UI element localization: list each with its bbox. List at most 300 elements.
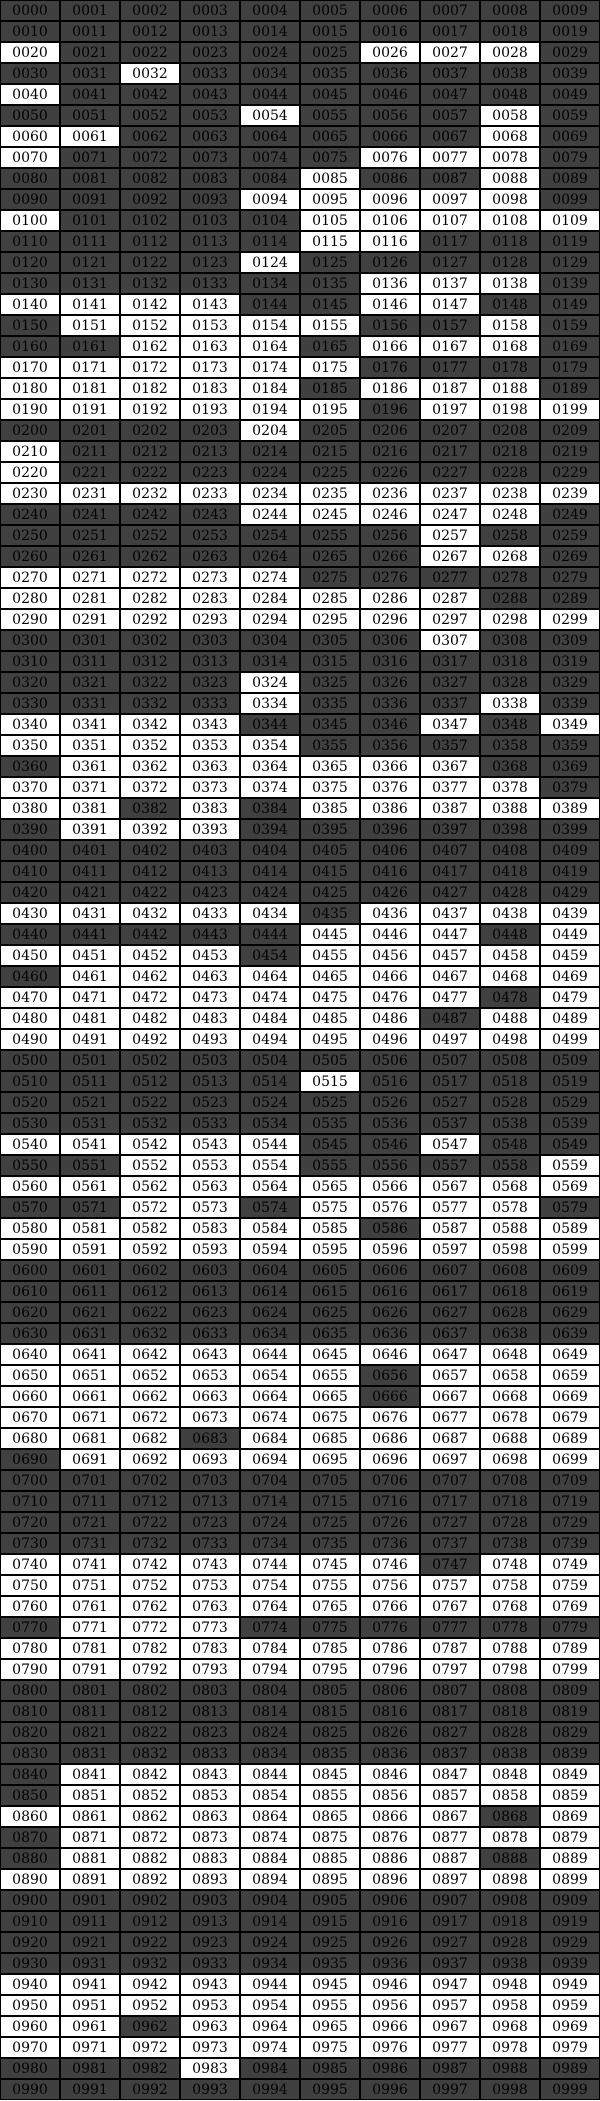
number-cell-0153[interactable]: 0153	[180, 315, 240, 336]
number-cell-0457[interactable]: 0457	[420, 945, 480, 966]
number-cell-0889[interactable]: 0889	[540, 1848, 600, 1869]
number-cell-0333[interactable]: 0333	[180, 693, 240, 714]
number-cell-0396[interactable]: 0396	[360, 819, 420, 840]
number-cell-0170[interactable]: 0170	[0, 357, 60, 378]
number-cell-0664[interactable]: 0664	[240, 1386, 300, 1407]
number-cell-0209[interactable]: 0209	[540, 420, 600, 441]
number-cell-0846[interactable]: 0846	[360, 1764, 420, 1785]
number-cell-0161[interactable]: 0161	[60, 336, 120, 357]
number-cell-0436[interactable]: 0436	[360, 903, 420, 924]
number-cell-0003[interactable]: 0003	[180, 0, 240, 21]
number-cell-0796[interactable]: 0796	[360, 1659, 420, 1680]
number-cell-0256[interactable]: 0256	[360, 525, 420, 546]
number-cell-0651[interactable]: 0651	[60, 1365, 120, 1386]
number-cell-0368[interactable]: 0368	[480, 756, 540, 777]
number-cell-0983[interactable]: 0983	[180, 2058, 240, 2079]
number-cell-0918[interactable]: 0918	[480, 1911, 540, 1932]
number-cell-0828[interactable]: 0828	[480, 1722, 540, 1743]
number-cell-0028[interactable]: 0028	[480, 42, 540, 63]
number-cell-0432[interactable]: 0432	[120, 903, 180, 924]
number-cell-0528[interactable]: 0528	[480, 1092, 540, 1113]
number-cell-0415[interactable]: 0415	[300, 861, 360, 882]
number-cell-0064[interactable]: 0064	[240, 126, 300, 147]
number-cell-0925[interactable]: 0925	[300, 1932, 360, 1953]
number-cell-0809[interactable]: 0809	[540, 1680, 600, 1701]
number-cell-0126[interactable]: 0126	[360, 252, 420, 273]
number-cell-0656[interactable]: 0656	[360, 1365, 420, 1386]
number-cell-0891[interactable]: 0891	[60, 1869, 120, 1890]
number-cell-0380[interactable]: 0380	[0, 798, 60, 819]
number-cell-0979[interactable]: 0979	[540, 2037, 600, 2058]
number-cell-0253[interactable]: 0253	[180, 525, 240, 546]
number-cell-0379[interactable]: 0379	[540, 777, 600, 798]
number-cell-0551[interactable]: 0551	[60, 1155, 120, 1176]
number-cell-0666[interactable]: 0666	[360, 1386, 420, 1407]
number-cell-0771[interactable]: 0771	[60, 1617, 120, 1638]
number-cell-0562[interactable]: 0562	[120, 1176, 180, 1197]
number-cell-0924[interactable]: 0924	[240, 1932, 300, 1953]
number-cell-0159[interactable]: 0159	[540, 315, 600, 336]
number-cell-0780[interactable]: 0780	[0, 1638, 60, 1659]
number-cell-0065[interactable]: 0065	[300, 126, 360, 147]
number-cell-0916[interactable]: 0916	[360, 1911, 420, 1932]
number-cell-0904[interactable]: 0904	[240, 1890, 300, 1911]
number-cell-0724[interactable]: 0724	[240, 1512, 300, 1533]
number-cell-0536[interactable]: 0536	[360, 1113, 420, 1134]
number-cell-0476[interactable]: 0476	[360, 987, 420, 1008]
number-cell-0422[interactable]: 0422	[120, 882, 180, 903]
number-cell-0382[interactable]: 0382	[120, 798, 180, 819]
number-cell-0650[interactable]: 0650	[0, 1365, 60, 1386]
number-cell-0561[interactable]: 0561	[60, 1176, 120, 1197]
number-cell-0841[interactable]: 0841	[60, 1764, 120, 1785]
number-cell-0314[interactable]: 0314	[240, 651, 300, 672]
number-cell-0257[interactable]: 0257	[420, 525, 480, 546]
number-cell-0266[interactable]: 0266	[360, 546, 420, 567]
number-cell-0374[interactable]: 0374	[240, 777, 300, 798]
number-cell-0867[interactable]: 0867	[420, 1806, 480, 1827]
number-cell-0141[interactable]: 0141	[60, 294, 120, 315]
number-cell-0833[interactable]: 0833	[180, 1743, 240, 1764]
number-cell-0322[interactable]: 0322	[120, 672, 180, 693]
number-cell-0591[interactable]: 0591	[60, 1239, 120, 1260]
number-cell-0770[interactable]: 0770	[0, 1617, 60, 1638]
number-cell-0426[interactable]: 0426	[360, 882, 420, 903]
number-cell-0754[interactable]: 0754	[240, 1575, 300, 1596]
number-cell-0622[interactable]: 0622	[120, 1302, 180, 1323]
number-cell-0248[interactable]: 0248	[480, 504, 540, 525]
number-cell-0234[interactable]: 0234	[240, 483, 300, 504]
number-cell-0077[interactable]: 0077	[420, 147, 480, 168]
number-cell-0133[interactable]: 0133	[180, 273, 240, 294]
number-cell-0643[interactable]: 0643	[180, 1344, 240, 1365]
number-cell-0486[interactable]: 0486	[360, 1008, 420, 1029]
number-cell-0533[interactable]: 0533	[180, 1113, 240, 1134]
number-cell-0299[interactable]: 0299	[540, 609, 600, 630]
number-cell-0869[interactable]: 0869	[540, 1806, 600, 1827]
number-cell-0465[interactable]: 0465	[300, 966, 360, 987]
number-cell-0489[interactable]: 0489	[540, 1008, 600, 1029]
number-cell-0216[interactable]: 0216	[360, 441, 420, 462]
number-cell-0703[interactable]: 0703	[180, 1470, 240, 1491]
number-cell-0024[interactable]: 0024	[240, 42, 300, 63]
number-cell-0893[interactable]: 0893	[180, 1869, 240, 1890]
number-cell-0434[interactable]: 0434	[240, 903, 300, 924]
number-cell-0102[interactable]: 0102	[120, 210, 180, 231]
number-cell-0231[interactable]: 0231	[60, 483, 120, 504]
number-cell-0740[interactable]: 0740	[0, 1554, 60, 1575]
number-cell-0618[interactable]: 0618	[480, 1281, 540, 1302]
number-cell-0923[interactable]: 0923	[180, 1932, 240, 1953]
number-cell-0950[interactable]: 0950	[0, 1995, 60, 2016]
number-cell-0868[interactable]: 0868	[480, 1806, 540, 1827]
number-cell-0787[interactable]: 0787	[420, 1638, 480, 1659]
number-cell-0894[interactable]: 0894	[240, 1869, 300, 1890]
number-cell-0537[interactable]: 0537	[420, 1113, 480, 1134]
number-cell-0473[interactable]: 0473	[180, 987, 240, 1008]
number-cell-0737[interactable]: 0737	[420, 1533, 480, 1554]
number-cell-0556[interactable]: 0556	[360, 1155, 420, 1176]
number-cell-0014[interactable]: 0014	[240, 21, 300, 42]
number-cell-0645[interactable]: 0645	[300, 1344, 360, 1365]
number-cell-0757[interactable]: 0757	[420, 1575, 480, 1596]
number-cell-0483[interactable]: 0483	[180, 1008, 240, 1029]
number-cell-0107[interactable]: 0107	[420, 210, 480, 231]
number-cell-0461[interactable]: 0461	[60, 966, 120, 987]
number-cell-0992[interactable]: 0992	[120, 2079, 180, 2100]
number-cell-0111[interactable]: 0111	[60, 231, 120, 252]
number-cell-0667[interactable]: 0667	[420, 1386, 480, 1407]
number-cell-0177[interactable]: 0177	[420, 357, 480, 378]
number-cell-0682[interactable]: 0682	[120, 1428, 180, 1449]
number-cell-0912[interactable]: 0912	[120, 1911, 180, 1932]
number-cell-0942[interactable]: 0942	[120, 1974, 180, 1995]
number-cell-0817[interactable]: 0817	[420, 1701, 480, 1722]
number-cell-0244[interactable]: 0244	[240, 504, 300, 525]
number-cell-0346[interactable]: 0346	[360, 714, 420, 735]
number-cell-0680[interactable]: 0680	[0, 1428, 60, 1449]
number-cell-0540[interactable]: 0540	[0, 1134, 60, 1155]
number-cell-0162[interactable]: 0162	[120, 336, 180, 357]
number-cell-0627[interactable]: 0627	[420, 1302, 480, 1323]
number-cell-0783[interactable]: 0783	[180, 1638, 240, 1659]
number-cell-0001[interactable]: 0001	[60, 0, 120, 21]
number-cell-0669[interactable]: 0669	[540, 1386, 600, 1407]
number-cell-0670[interactable]: 0670	[0, 1407, 60, 1428]
number-cell-0242[interactable]: 0242	[120, 504, 180, 525]
number-cell-0144[interactable]: 0144	[240, 294, 300, 315]
number-cell-0956[interactable]: 0956	[360, 1995, 420, 2016]
number-cell-0208[interactable]: 0208	[480, 420, 540, 441]
number-cell-0764[interactable]: 0764	[240, 1596, 300, 1617]
number-cell-0672[interactable]: 0672	[120, 1407, 180, 1428]
number-cell-0804[interactable]: 0804	[240, 1680, 300, 1701]
number-cell-0357[interactable]: 0357	[420, 735, 480, 756]
number-cell-0002[interactable]: 0002	[120, 0, 180, 21]
number-cell-0835[interactable]: 0835	[300, 1743, 360, 1764]
number-cell-0285[interactable]: 0285	[300, 588, 360, 609]
number-cell-0901[interactable]: 0901	[60, 1890, 120, 1911]
number-cell-0272[interactable]: 0272	[120, 567, 180, 588]
number-cell-0503[interactable]: 0503	[180, 1050, 240, 1071]
number-cell-0166[interactable]: 0166	[360, 336, 420, 357]
number-cell-0040[interactable]: 0040	[0, 84, 60, 105]
number-cell-0709[interactable]: 0709	[540, 1470, 600, 1491]
number-cell-0191[interactable]: 0191	[60, 399, 120, 420]
number-cell-0362[interactable]: 0362	[120, 756, 180, 777]
number-cell-0677[interactable]: 0677	[420, 1407, 480, 1428]
number-cell-0917[interactable]: 0917	[420, 1911, 480, 1932]
number-cell-0965[interactable]: 0965	[300, 2016, 360, 2037]
number-cell-0484[interactable]: 0484	[240, 1008, 300, 1029]
number-cell-0054[interactable]: 0054	[240, 105, 300, 126]
number-cell-0856[interactable]: 0856	[360, 1785, 420, 1806]
number-cell-0745[interactable]: 0745	[300, 1554, 360, 1575]
number-cell-0116[interactable]: 0116	[360, 231, 420, 252]
number-cell-0008[interactable]: 0008	[480, 0, 540, 21]
number-cell-0683[interactable]: 0683	[180, 1428, 240, 1449]
number-cell-0693[interactable]: 0693	[180, 1449, 240, 1470]
number-cell-0168[interactable]: 0168	[480, 336, 540, 357]
number-cell-0559[interactable]: 0559	[540, 1155, 600, 1176]
number-cell-0395[interactable]: 0395	[300, 819, 360, 840]
number-cell-0082[interactable]: 0082	[120, 168, 180, 189]
number-cell-0508[interactable]: 0508	[480, 1050, 540, 1071]
number-cell-0287[interactable]: 0287	[420, 588, 480, 609]
number-cell-0544[interactable]: 0544	[240, 1134, 300, 1155]
number-cell-0290[interactable]: 0290	[0, 609, 60, 630]
number-cell-0879[interactable]: 0879	[540, 1827, 600, 1848]
number-cell-0505[interactable]: 0505	[300, 1050, 360, 1071]
number-cell-0453[interactable]: 0453	[180, 945, 240, 966]
number-cell-0975[interactable]: 0975	[300, 2037, 360, 2058]
number-cell-0342[interactable]: 0342	[120, 714, 180, 735]
number-cell-0172[interactable]: 0172	[120, 357, 180, 378]
number-cell-0512[interactable]: 0512	[120, 1071, 180, 1092]
number-cell-0832[interactable]: 0832	[120, 1743, 180, 1764]
number-cell-0609[interactable]: 0609	[540, 1260, 600, 1281]
number-cell-0041[interactable]: 0041	[60, 84, 120, 105]
number-cell-0375[interactable]: 0375	[300, 777, 360, 798]
number-cell-0300[interactable]: 0300	[0, 630, 60, 651]
number-cell-0730[interactable]: 0730	[0, 1533, 60, 1554]
number-cell-0414[interactable]: 0414	[240, 861, 300, 882]
number-cell-0258[interactable]: 0258	[480, 525, 540, 546]
number-cell-0237[interactable]: 0237	[420, 483, 480, 504]
number-cell-0397[interactable]: 0397	[420, 819, 480, 840]
number-cell-0057[interactable]: 0057	[420, 105, 480, 126]
number-cell-0881[interactable]: 0881	[60, 1848, 120, 1869]
number-cell-0959[interactable]: 0959	[540, 1995, 600, 2016]
number-cell-0855[interactable]: 0855	[300, 1785, 360, 1806]
number-cell-0634[interactable]: 0634	[240, 1323, 300, 1344]
number-cell-0892[interactable]: 0892	[120, 1869, 180, 1890]
number-cell-0010[interactable]: 0010	[0, 21, 60, 42]
number-cell-0753[interactable]: 0753	[180, 1575, 240, 1596]
number-cell-0702[interactable]: 0702	[120, 1470, 180, 1491]
number-cell-0638[interactable]: 0638	[480, 1323, 540, 1344]
number-cell-0121[interactable]: 0121	[60, 252, 120, 273]
number-cell-0096[interactable]: 0096	[360, 189, 420, 210]
number-cell-0428[interactable]: 0428	[480, 882, 540, 903]
number-cell-0945[interactable]: 0945	[300, 1974, 360, 1995]
number-cell-0339[interactable]: 0339	[540, 693, 600, 714]
number-cell-0125[interactable]: 0125	[300, 252, 360, 273]
number-cell-0291[interactable]: 0291	[60, 609, 120, 630]
number-cell-0786[interactable]: 0786	[360, 1638, 420, 1659]
number-cell-0281[interactable]: 0281	[60, 588, 120, 609]
number-cell-0998[interactable]: 0998	[480, 2079, 540, 2100]
number-cell-0625[interactable]: 0625	[300, 1302, 360, 1323]
number-cell-0431[interactable]: 0431	[60, 903, 120, 924]
number-cell-0968[interactable]: 0968	[480, 2016, 540, 2037]
number-cell-0481[interactable]: 0481	[60, 1008, 120, 1029]
number-cell-0160[interactable]: 0160	[0, 336, 60, 357]
number-cell-0895[interactable]: 0895	[300, 1869, 360, 1890]
number-cell-0532[interactable]: 0532	[120, 1113, 180, 1134]
number-cell-0013[interactable]: 0013	[180, 21, 240, 42]
number-cell-0171[interactable]: 0171	[60, 357, 120, 378]
number-cell-0827[interactable]: 0827	[420, 1722, 480, 1743]
number-cell-0051[interactable]: 0051	[60, 105, 120, 126]
number-cell-0844[interactable]: 0844	[240, 1764, 300, 1785]
number-cell-0755[interactable]: 0755	[300, 1575, 360, 1596]
number-cell-0459[interactable]: 0459	[540, 945, 600, 966]
number-cell-0423[interactable]: 0423	[180, 882, 240, 903]
number-cell-0412[interactable]: 0412	[120, 861, 180, 882]
number-cell-0199[interactable]: 0199	[540, 399, 600, 420]
number-cell-0661[interactable]: 0661	[60, 1386, 120, 1407]
number-cell-0572[interactable]: 0572	[120, 1197, 180, 1218]
number-cell-0156[interactable]: 0156	[360, 315, 420, 336]
number-cell-0079[interactable]: 0079	[540, 147, 600, 168]
number-cell-0120[interactable]: 0120	[0, 252, 60, 273]
number-cell-0951[interactable]: 0951	[60, 1995, 120, 2016]
number-cell-0325[interactable]: 0325	[300, 672, 360, 693]
number-cell-0137[interactable]: 0137	[420, 273, 480, 294]
number-cell-0588[interactable]: 0588	[480, 1218, 540, 1239]
number-cell-0961[interactable]: 0961	[60, 2016, 120, 2037]
number-cell-0214[interactable]: 0214	[240, 441, 300, 462]
number-cell-0000[interactable]: 0000	[0, 0, 60, 21]
number-cell-0781[interactable]: 0781	[60, 1638, 120, 1659]
number-cell-0581[interactable]: 0581	[60, 1218, 120, 1239]
number-cell-0327[interactable]: 0327	[420, 672, 480, 693]
number-cell-0061[interactable]: 0061	[60, 126, 120, 147]
number-cell-0941[interactable]: 0941	[60, 1974, 120, 1995]
number-cell-0201[interactable]: 0201	[60, 420, 120, 441]
number-cell-0091[interactable]: 0091	[60, 189, 120, 210]
number-cell-0403[interactable]: 0403	[180, 840, 240, 861]
number-cell-0969[interactable]: 0969	[540, 2016, 600, 2037]
number-cell-0564[interactable]: 0564	[240, 1176, 300, 1197]
number-cell-0419[interactable]: 0419	[540, 861, 600, 882]
number-cell-0364[interactable]: 0364	[240, 756, 300, 777]
number-cell-0971[interactable]: 0971	[60, 2037, 120, 2058]
number-cell-0117[interactable]: 0117	[420, 231, 480, 252]
number-cell-0259[interactable]: 0259	[540, 525, 600, 546]
number-cell-0046[interactable]: 0046	[360, 84, 420, 105]
number-cell-0228[interactable]: 0228	[480, 462, 540, 483]
number-cell-0145[interactable]: 0145	[300, 294, 360, 315]
number-cell-0083[interactable]: 0083	[180, 168, 240, 189]
number-cell-0075[interactable]: 0075	[300, 147, 360, 168]
number-cell-0360[interactable]: 0360	[0, 756, 60, 777]
number-cell-0769[interactable]: 0769	[540, 1596, 600, 1617]
number-cell-0393[interactable]: 0393	[180, 819, 240, 840]
number-cell-0022[interactable]: 0022	[120, 42, 180, 63]
number-cell-0288[interactable]: 0288	[480, 588, 540, 609]
number-cell-0167[interactable]: 0167	[420, 336, 480, 357]
number-cell-0858[interactable]: 0858	[480, 1785, 540, 1806]
number-cell-0284[interactable]: 0284	[240, 588, 300, 609]
number-cell-0857[interactable]: 0857	[420, 1785, 480, 1806]
number-cell-0521[interactable]: 0521	[60, 1092, 120, 1113]
number-cell-0021[interactable]: 0021	[60, 42, 120, 63]
number-cell-0531[interactable]: 0531	[60, 1113, 120, 1134]
number-cell-0240[interactable]: 0240	[0, 504, 60, 525]
number-cell-0034[interactable]: 0034	[240, 63, 300, 84]
number-cell-0973[interactable]: 0973	[180, 2037, 240, 2058]
number-cell-0560[interactable]: 0560	[0, 1176, 60, 1197]
number-cell-0269[interactable]: 0269	[540, 546, 600, 567]
number-cell-0635[interactable]: 0635	[300, 1323, 360, 1344]
number-cell-0710[interactable]: 0710	[0, 1491, 60, 1512]
number-cell-0292[interactable]: 0292	[120, 609, 180, 630]
number-cell-0818[interactable]: 0818	[480, 1701, 540, 1722]
number-cell-0649[interactable]: 0649	[540, 1344, 600, 1365]
number-cell-0446[interactable]: 0446	[360, 924, 420, 945]
number-cell-0407[interactable]: 0407	[420, 840, 480, 861]
number-cell-0254[interactable]: 0254	[240, 525, 300, 546]
number-cell-0733[interactable]: 0733	[180, 1533, 240, 1554]
number-cell-0886[interactable]: 0886	[360, 1848, 420, 1869]
number-cell-0631[interactable]: 0631	[60, 1323, 120, 1344]
number-cell-0761[interactable]: 0761	[60, 1596, 120, 1617]
number-cell-0279[interactable]: 0279	[540, 567, 600, 588]
number-cell-0127[interactable]: 0127	[420, 252, 480, 273]
number-cell-0163[interactable]: 0163	[180, 336, 240, 357]
number-cell-0630[interactable]: 0630	[0, 1323, 60, 1344]
number-cell-0129[interactable]: 0129	[540, 252, 600, 273]
number-cell-0464[interactable]: 0464	[240, 966, 300, 987]
number-cell-0114[interactable]: 0114	[240, 231, 300, 252]
number-cell-0053[interactable]: 0053	[180, 105, 240, 126]
number-cell-0529[interactable]: 0529	[540, 1092, 600, 1113]
number-cell-0654[interactable]: 0654	[240, 1365, 300, 1386]
number-cell-0012[interactable]: 0012	[120, 21, 180, 42]
number-cell-0788[interactable]: 0788	[480, 1638, 540, 1659]
number-cell-0193[interactable]: 0193	[180, 399, 240, 420]
number-cell-0348[interactable]: 0348	[480, 714, 540, 735]
number-cell-0675[interactable]: 0675	[300, 1407, 360, 1428]
number-cell-0224[interactable]: 0224	[240, 462, 300, 483]
number-cell-0335[interactable]: 0335	[300, 693, 360, 714]
number-cell-0999[interactable]: 0999	[540, 2079, 600, 2100]
number-cell-0332[interactable]: 0332	[120, 693, 180, 714]
number-cell-0807[interactable]: 0807	[420, 1680, 480, 1701]
number-cell-0221[interactable]: 0221	[60, 462, 120, 483]
number-cell-0834[interactable]: 0834	[240, 1743, 300, 1764]
number-cell-0806[interactable]: 0806	[360, 1680, 420, 1701]
number-cell-0509[interactable]: 0509	[540, 1050, 600, 1071]
number-cell-0648[interactable]: 0648	[480, 1344, 540, 1365]
number-cell-0039[interactable]: 0039	[540, 63, 600, 84]
number-cell-0400[interactable]: 0400	[0, 840, 60, 861]
number-cell-0628[interactable]: 0628	[480, 1302, 540, 1323]
number-cell-0810[interactable]: 0810	[0, 1701, 60, 1722]
number-cell-0183[interactable]: 0183	[180, 378, 240, 399]
